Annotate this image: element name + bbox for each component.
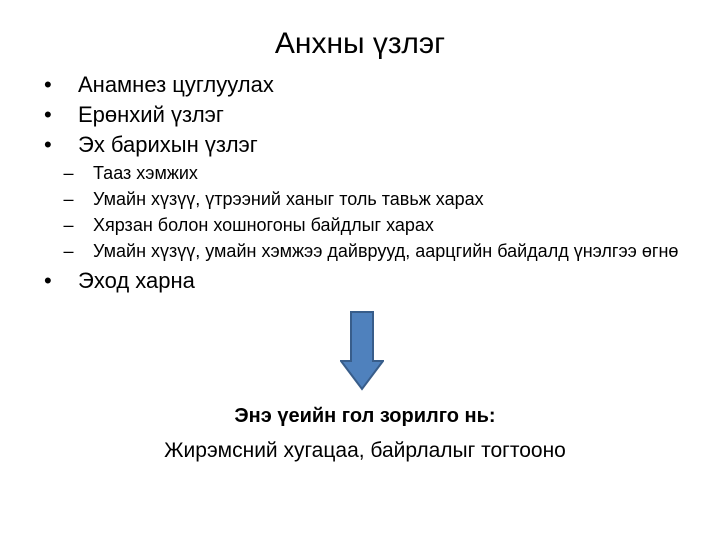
down-arrow-icon [340, 311, 384, 391]
bullet-item [44, 70, 684, 100]
subbullet-item [44, 212, 684, 238]
goal-title: Энэ үеийн гол зорилго нь: [234, 405, 496, 427]
bullet-text: Ерөнхий үзлэг [78, 102, 224, 127]
subbullet-text: Тааз хэмжих [93, 163, 198, 183]
subbullet-marker: – [63, 163, 74, 183]
bullet-marker: • [44, 102, 52, 127]
subbullet-marker: – [63, 189, 74, 209]
subbullet-text: Умайн хүзүү, үтрээний ханыг толь тавьж харах [93, 189, 484, 209]
subbullet-item [44, 160, 684, 186]
subbullet-marker: – [63, 241, 74, 261]
goal-text: Жирэмсний хугацаа, байрлалыг тогтооно [164, 439, 566, 462]
bullet-marker: • [44, 72, 52, 97]
subbullet-marker: – [63, 215, 74, 235]
subbullet-text: Хярзан болон хошногоны байдлыг харах [93, 215, 434, 235]
bullet-list [44, 70, 684, 296]
bullet-marker: • [44, 268, 52, 293]
subbullet-text: Умайн хүзүү, умайн хэмжээ дайврууд, аарцгийн байдалд үнэлгээ өгнө [93, 241, 679, 261]
bullet-text: Анамнез цуглуулах [78, 72, 274, 97]
bullet-item [44, 130, 684, 160]
bullet-text: Эход харна [78, 268, 195, 293]
slide-title: Анхны үзлэг [274, 27, 446, 60]
subbullet-item [44, 186, 684, 212]
bullet-text: Эх барихын үзлэг [78, 132, 258, 157]
subbullet-item [44, 238, 684, 264]
bullet-marker: • [44, 132, 52, 157]
bullet-item [44, 100, 684, 130]
bullet-item [44, 266, 684, 296]
